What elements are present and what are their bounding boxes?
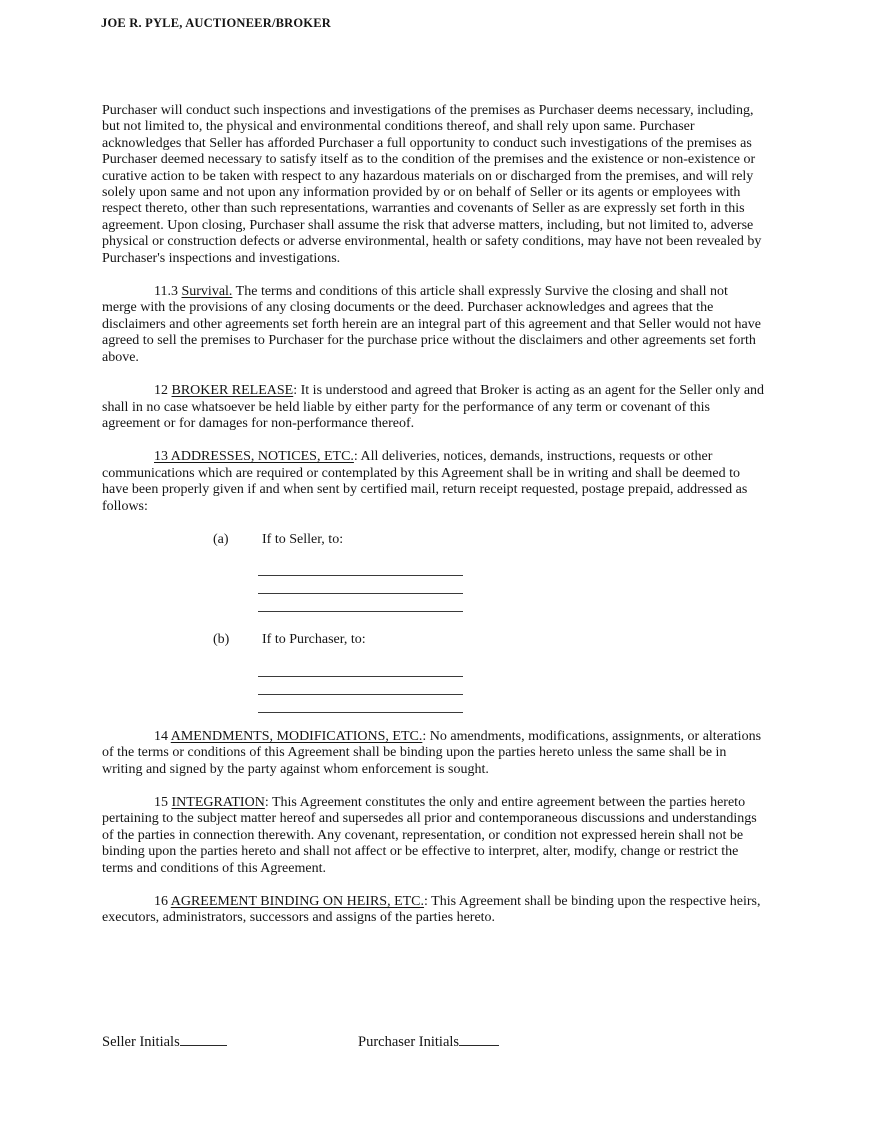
section-heading: Survival.: [181, 284, 233, 300]
broker-header: JOE R. PYLE, AUCTIONEER/BROKER: [101, 16, 331, 30]
section-14-amendments: [102, 729, 766, 778]
section-body: : It is understood and agreed that Broker is acting as an agent for the Seller only and shall in no case whatsoever be held liable by either party for the performance of any term or covenant of this agreement or for damages for non-performance thereof.: [102, 383, 765, 431]
address-blank-lines: [258, 659, 766, 713]
section-12-broker-release: [102, 383, 766, 432]
section-16-binding-on-heirs: [102, 894, 766, 927]
seller-initials-label: Seller Initials: [102, 1034, 180, 1050]
notice-text: If to Seller, to:: [262, 531, 344, 547]
section-number: 12: [154, 383, 172, 399]
section-11-3-survival: [102, 284, 766, 366]
notice-label: (b): [213, 632, 230, 648]
section-13-addresses-notices: [102, 449, 766, 515]
purchaser-initials-blank: [459, 1030, 499, 1046]
address-blank-line: [258, 576, 463, 594]
notice-item-a: [213, 532, 766, 612]
seller-initials-blank: [180, 1030, 227, 1046]
notice-item-b: [213, 632, 766, 712]
address-blank-line: [258, 695, 463, 713]
notice-head: [213, 632, 766, 648]
notice-head: [213, 532, 766, 548]
section-body: : This Agreement shall be binding upon the respective heirs, executors, administrators, successors and assigns of the parties hereto.: [102, 894, 761, 926]
section-heading: 13 ADDRESSES, NOTICES, ETC.: [154, 449, 354, 465]
section-body: : No amendments, modifications, assignments, or alterations of the terms or conditions of this Agreement shall be binding upon the parties hereto unless the same shall be in writing and signed by the party against whom enforcement is sought.: [102, 728, 762, 777]
section-heading: AMENDMENTS, MODIFICATIONS, ETC.: [170, 728, 423, 744]
section-number: 11.3: [154, 284, 182, 300]
document-body: [102, 103, 766, 944]
continuation-paragraph: Purchaser will conduct such inspections and investigations of the premises as Purchaser deems necessary, including, but not limited to, the physical and environmental conditions thereof, and shall rely upon same. Purchaser acknowledges that Seller has afforded Purchaser a full opportunity to conduct such investigations of the premises as Purchaser deemed necessary to satisfy itself as to the condition of the premises and the existence or non-existence or curative action to be taken with respect to any hazardous materials on or discharged from the premises, and will rely solely upon same and not upon any information provided by or on behalf of Seller or its agents or employees with respect thereto, other than such representations, warranties and covenants of Seller as are expressly set forth in this agreement. Upon closing, Purchaser shall assume the risk that adverse matters, including, but not limited to, adverse physical or construction defects or adverse environmental, health or safety conditions, may have not been revealed by Purchaser's inspections and investigations.: [102, 103, 762, 266]
section-heading: BROKER RELEASE: [171, 383, 294, 399]
section-number: 15: [154, 794, 172, 810]
section-number: 16: [154, 894, 171, 909]
seller-initials: [102, 1030, 227, 1051]
section-number: 14: [154, 728, 171, 744]
address-blank-lines: [258, 558, 766, 612]
address-blank-line: [258, 659, 463, 677]
notice-label: (a): [213, 531, 229, 547]
purchaser-initials-label: Purchaser Initials: [358, 1034, 460, 1050]
address-blank-line: [258, 594, 463, 612]
address-blank-line: [258, 558, 463, 576]
section-body: The terms and conditions of this article shall expressly Survive the closing and shall not merge with the provisions of any closing documents or the deed. Purchaser acknowledges and agrees that the disclaimers and other agreements set forth herein are an integral part of this agreement and that Seller would not have agreed to sell the premises to Purchaser for the purchase price without the disclaimers and other agreements set forth above.: [102, 284, 761, 365]
address-blank-line: [258, 677, 463, 695]
notice-text: If to Purchaser, to:: [262, 632, 366, 648]
section-15-integration: [102, 795, 766, 877]
section-body: : This Agreement constitutes the only and entire agreement between the parties hereto pertaining to the subject matter hereof and supersedes all prior and contemporaneous discussions and understandings of the parties in connection therewith. Any covenant, representation, or condition not expressed herein shall not be binding upon the parties hereto and shall not affect or be effective to interpret, alter, modify, change or restrict the terms and conditions of this Agreement.: [102, 794, 757, 876]
section-heading: AGREEMENT BINDING ON HEIRS, ETC.: [170, 894, 425, 909]
purchaser-initials: [358, 1030, 499, 1051]
section-body: : All deliveries, notices, demands, instructions, requests or other communications which are required or contemplated by this Agreement shall be in writing and shall be deemed to have been properly given if and when sent by certified mail, return receipt requested, postage prepaid, addressed as follows:: [102, 449, 748, 514]
section-heading: INTEGRATION: [171, 794, 265, 810]
initials-footer: [102, 1030, 766, 1052]
